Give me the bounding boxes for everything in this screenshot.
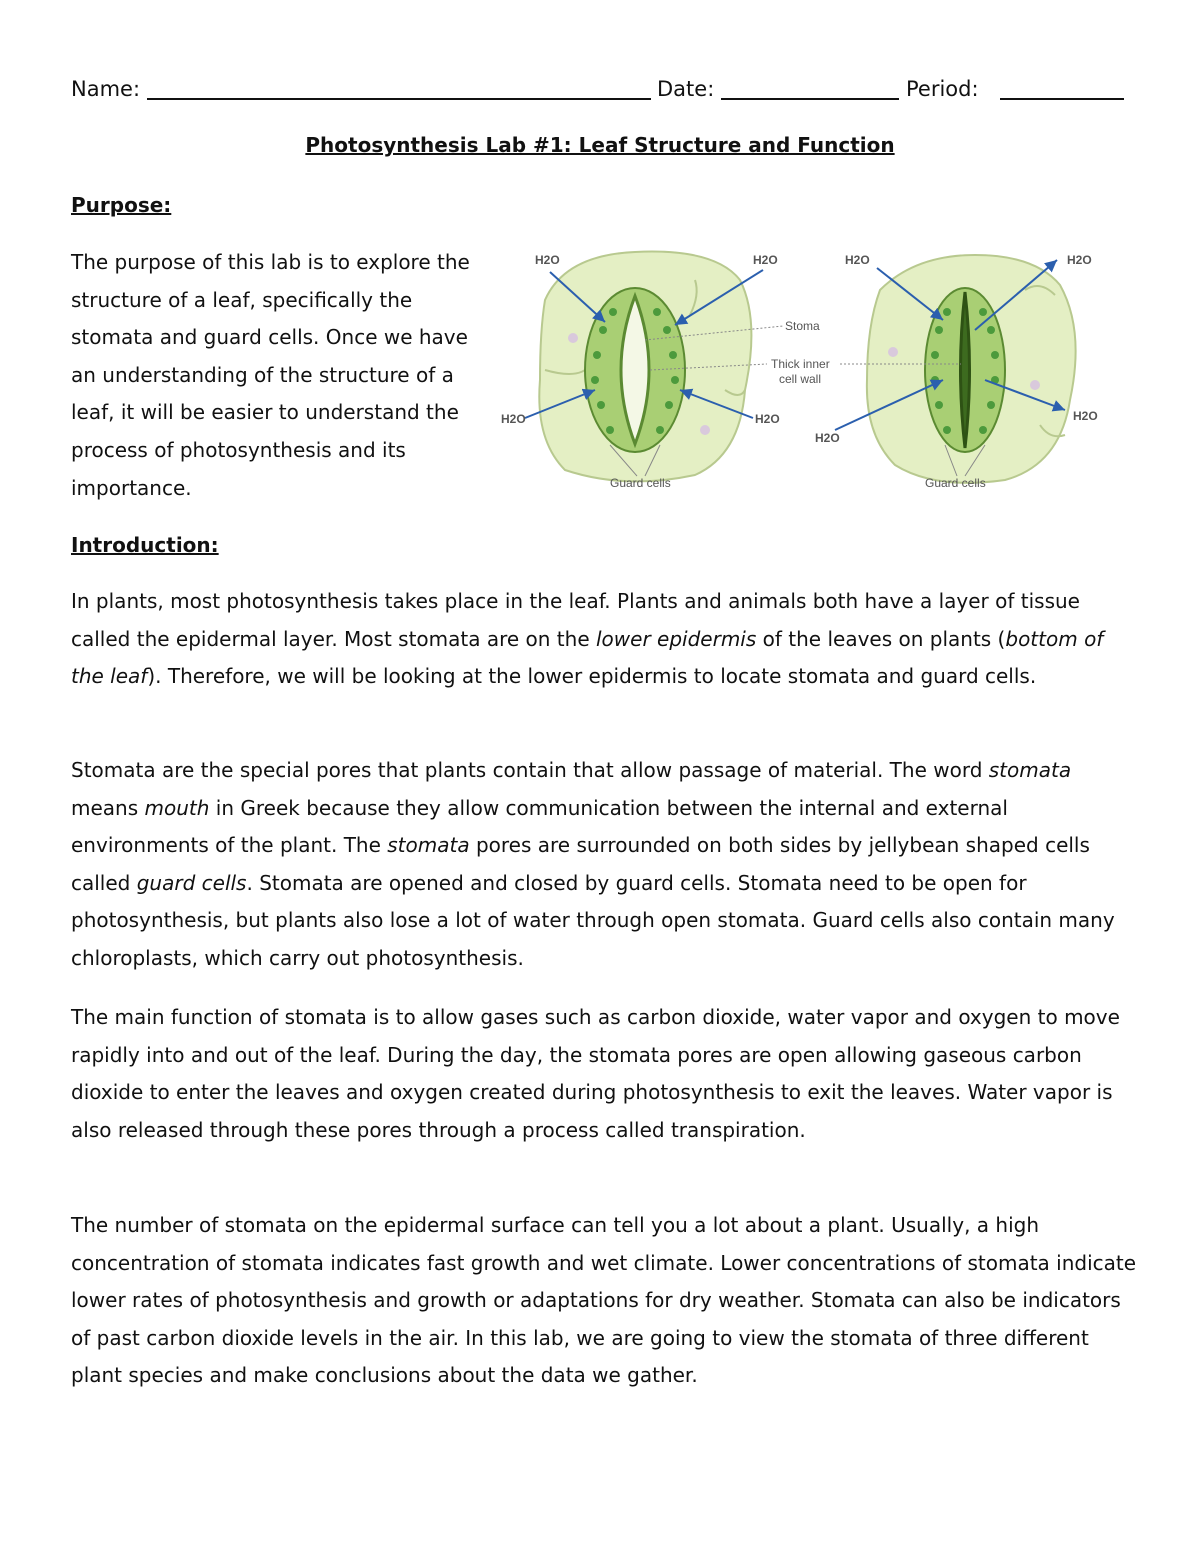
introduction-heading: Introduction: xyxy=(71,533,219,557)
stomata-diagram xyxy=(495,240,1120,500)
italic-term: stomata xyxy=(387,833,470,858)
h2o-label: H2O xyxy=(845,253,870,267)
h2o-label: H2O xyxy=(1073,409,1098,423)
italic-term: mouth xyxy=(144,795,210,820)
period-label: Period: xyxy=(906,77,979,101)
guard-cells-label: Guard cells xyxy=(610,476,671,490)
date-blank-line xyxy=(721,98,899,100)
h2o-label: H2O xyxy=(815,431,840,445)
h2o-label: H2O xyxy=(753,253,778,267)
h2o-label: H2O xyxy=(501,412,526,426)
text-run: pores are surrounded on both sides by jellybean shaped cells called xyxy=(71,833,1090,895)
stoma-label: Stoma xyxy=(785,319,820,333)
purpose-text: The purpose of this lab is to explore the structure of a leaf, specifically the stomata and guard cells. Once we have an understanding of the structure of a leaf, it will be easier to understand the process of photosynthesis and its importance. xyxy=(71,250,470,500)
stomata-diagram-svg xyxy=(495,240,1120,500)
italic-term: guard cells xyxy=(136,870,247,895)
text-run: of the leaves on plants ( xyxy=(756,626,1006,651)
text-run: ). Therefore, we will be looking at the lower epidermis to locate stomata and guard cells. xyxy=(147,664,1037,689)
name-label: Name: xyxy=(71,77,141,101)
h2o-label: H2O xyxy=(1067,253,1092,267)
purpose-heading: Purpose: xyxy=(71,193,172,217)
intro-paragraph-4: The number of stomata on the epidermal surface can tell you a lot about a plant. Usually, a high concentration of stomata indicates fast growth and wet climate. Lower concentrations of stomata indicate lower rates of photosynthesis and growth or adaptations for dry weather. Stomata can also be indicators of past carbon dioxide levels in the air. In this lab, we are going to view the stomata of three different plant species and make conclusions about the data we gather. xyxy=(71,1213,1137,1388)
text-run: . Stomata are opened and closed by guard cells. Stomata need to be open for photosynthesis, but plants also lose a lot of water through open stomata. Guard cells also contain many chloroplasts, which carry out photosynthesis. xyxy=(71,870,1115,970)
guard-cells-label: Guard cells xyxy=(925,476,986,490)
italic-term: stomata xyxy=(988,758,1072,782)
thick-inner-wall-label: Thick inner xyxy=(771,357,830,371)
date-label: Date: xyxy=(657,77,715,101)
italic-term: lower epidermis xyxy=(596,626,757,651)
text-run: in Greek because they allow communication between the internal and external environments of the plant. The xyxy=(71,795,1008,858)
thick-inner-wall-label-line2: cell wall xyxy=(779,372,822,386)
intro-paragraph-3: The main function of stomata is to allow gases such as carbon dioxide, water vapor and oxygen to move rapidly into and out of the leaf. During the day, the stomata pores are open allowing gaseous carbon dioxide to enter the leaves and oxygen created during photosynthesis to exit the leaves. Water vapor is also released through these pores through a process called transpiration. xyxy=(71,1005,1120,1142)
lab-title: Photosynthesis Lab #1: Leaf Structure and Function xyxy=(305,133,895,157)
intro-paragraph-1 xyxy=(71,583,1141,696)
intro-paragraph-2 xyxy=(71,752,1141,978)
period-blank-line xyxy=(1000,98,1124,100)
student-info-row xyxy=(71,72,1131,106)
text-run: means xyxy=(71,795,145,820)
h2o-label: H2O xyxy=(535,253,560,267)
text-run: Stomata are the special pores that plants contain that allow passage of material. The word xyxy=(71,758,989,782)
closed-stoma-illustration xyxy=(835,255,1076,483)
italic-term: bottom of the leaf xyxy=(71,626,1104,689)
text-run: In plants, most photosynthesis takes place in the leaf. Plants and animals both have a layer of tissue called the epidermal layer. Most stomata are on the xyxy=(71,589,1080,651)
name-blank-line xyxy=(147,98,651,100)
h2o-label: H2O xyxy=(755,412,780,426)
